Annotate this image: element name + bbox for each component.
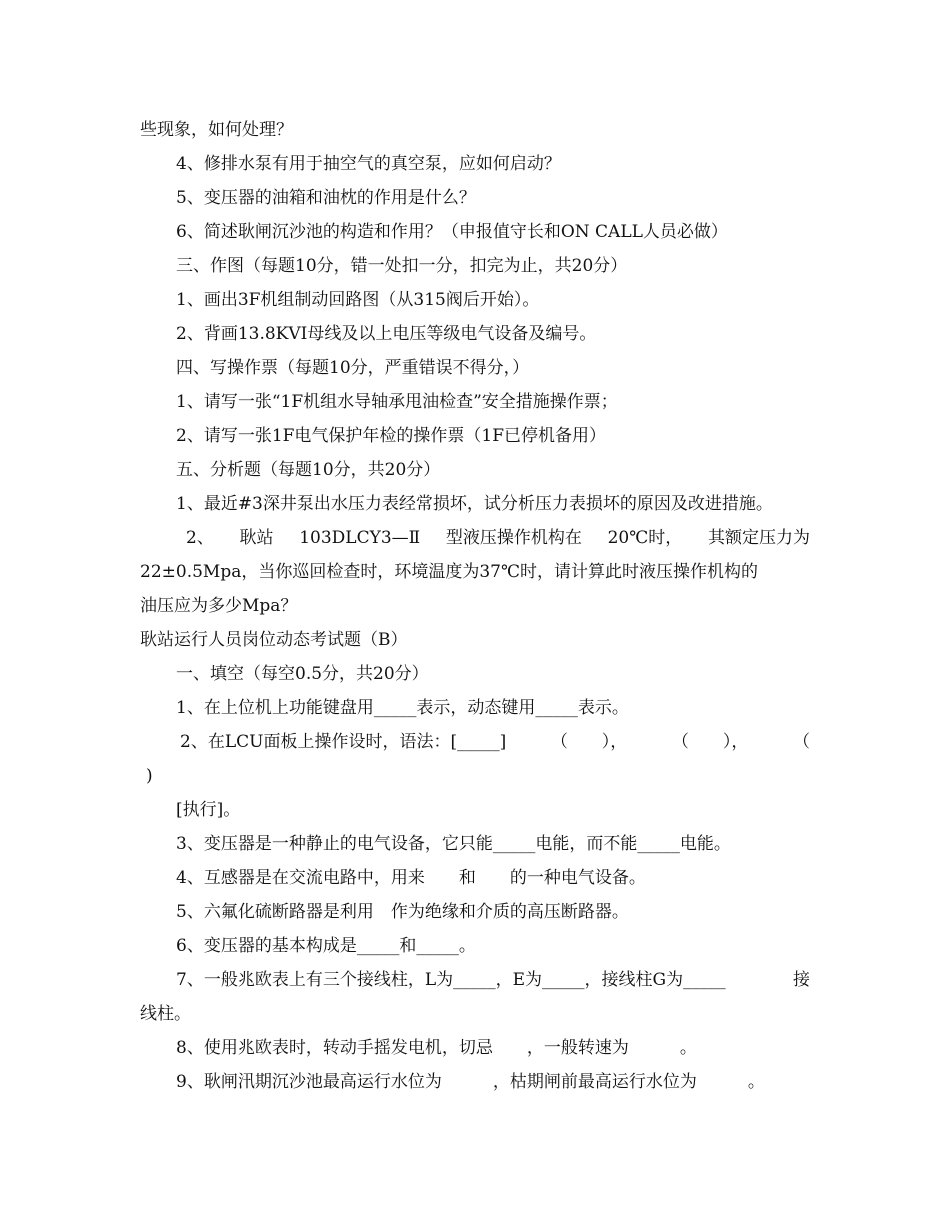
text-segment: 型液压操作机构在	[445, 528, 582, 548]
exam-title: 耿站运行人员岗位动态考试题（B）	[140, 630, 408, 650]
fill-in-question: 1、在上位机上功能键盘用_____表示，动态键用_____表示。	[176, 698, 629, 718]
fill-in-question-justified	[180, 731, 810, 753]
section-heading: 五、分析题（每题10分，共20分）	[176, 460, 441, 480]
question-line: 1、画出3F机组制动回路图（从315阀后开始）。	[176, 290, 540, 310]
text-line: 线柱。	[140, 1004, 191, 1024]
text-segment: 2、在LCU面板上操作设时，语法：[_____]	[180, 732, 507, 752]
text-segment: 2、	[186, 528, 214, 548]
text-line: 22±0.5Mpa，当你巡回检查时，环境温度为37℃时，请计算此时液压操作机构的	[140, 562, 758, 582]
fill-in-question: 4、互感器是在交流电路中，用来 和 的一种电气设备。	[176, 868, 646, 888]
section-heading: 四、写操作票（每题10分，严重错误不得分，）	[176, 358, 530, 378]
text-segment: 耿站	[239, 528, 274, 548]
question-line: 6、简述耿闸沉沙池的构造和作用？（申报值守长和ON CALL人员必做）	[176, 222, 728, 242]
fill-in-question: 9、耿闸汛期沉沙池最高运行水位为 ，枯期闸前最高运行水位为 。	[176, 1072, 765, 1092]
question-line: 5、变压器的油箱和油枕的作用是什么？	[176, 188, 476, 208]
section-heading: 一、填空（每空0.5分，共20分）	[176, 664, 429, 684]
section-heading: 三、作图（每题10分，错一处扣一分，扣完为止，共20分）	[176, 256, 628, 276]
fill-in-question: 3、变压器是一种静止的电气设备，它只能_____电能，而不能_____电能。	[176, 834, 731, 854]
fill-in-question-justified	[176, 969, 810, 991]
fill-in-question: 6、变压器的基本构成是_____和_____。	[176, 936, 476, 956]
text-line: 些现象，如何处理？	[140, 120, 293, 140]
text-line: 油压应为多少Mpa？	[140, 596, 298, 616]
text-segment: （	[793, 732, 810, 752]
question-line: 1、最近#3深井泵出水压力表经常损坏，试分析压力表损坏的原因及改进措施。	[176, 494, 773, 514]
text-segment: 接	[793, 970, 810, 990]
text-segment: 103DLCY3—Ⅱ	[299, 528, 421, 548]
text-segment: （ ），	[671, 732, 749, 752]
text-segment: 其额定压力为	[707, 528, 810, 548]
text-line: [执行]。	[176, 800, 241, 820]
text-segment: （ ），	[550, 732, 628, 752]
text-line: )	[146, 766, 153, 786]
question-line: 4、修排水泵有用于抽空气的真空泵，应如何启动？	[176, 154, 561, 174]
question-line-justified	[186, 527, 810, 549]
text-segment: 20℃时，	[607, 528, 683, 548]
question-line: 1、请写一张“1F机组水导轴承甩油检查”安全措施操作票；	[176, 392, 618, 412]
fill-in-question: 5、六氟化硫断路器是利用 作为绝缘和介质的高压断路器。	[176, 902, 629, 922]
question-line: 2、请写一张1F电气保护年检的操作票（1F已停机备用）	[176, 426, 607, 446]
fill-in-question: 8、使用兆欧表时，转动手摇发电机，切忌 ，一般转速为 。	[176, 1038, 697, 1058]
text-segment: 7、一般兆欧表上有三个接线柱，L为_____，E为_____，接线柱G为_____	[176, 970, 726, 990]
question-line: 2、背画13.8KVⅠ母线及以上电压等级电气设备及编号。	[176, 324, 597, 344]
